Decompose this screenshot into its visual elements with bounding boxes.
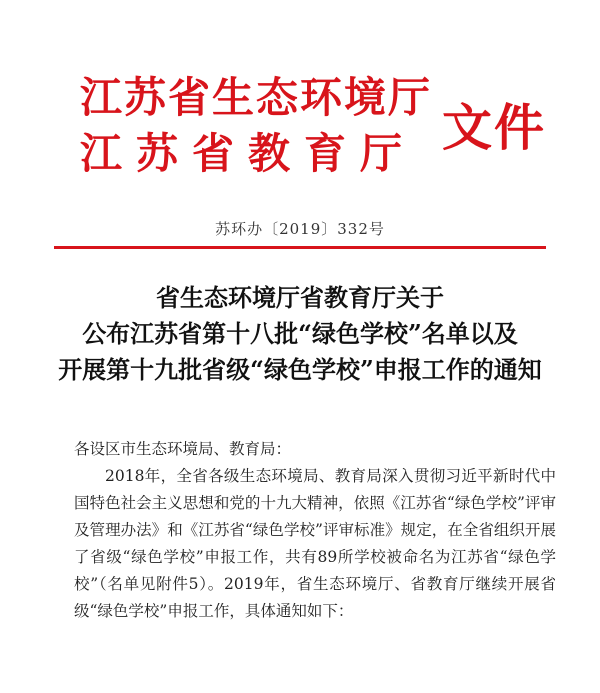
document-body [74,436,556,625]
red-divider [54,246,546,249]
title-line-3: 开展第十九批省级“绿色学校”申报工作的通知 [58,355,542,384]
issuing-authority-header [80,73,546,194]
issuer-environment-department: 江苏省生态环境厅 [80,73,433,122]
document-title [40,280,560,388]
document-number: 苏环办〔2019〕332号 [215,220,385,238]
body-paragraph: 2018年，全省各级生态环境局、教育局深入贯彻习近平新时代中国特色社会主义思想和党的十九大精神，依照《江苏省“绿色学校”评审及管理办法》和《江苏省“绿色学校”评审标准》规定，在全省组织开展了省级“绿色学校”申报工作，共有89所学校被命名为江苏省“绿色学校”（名单见附件5）。2019年，省生态环境厅、省教育厅继续开展省级“绿色学校”申报工作，具体通知如下： [74,467,556,620]
title-line-1: 省生态环境厅省教育厅关于 [156,283,444,312]
issuer-education-department: 江苏省教育厅 [80,129,417,178]
title-line-2: 公布江苏省第十八批“绿色学校”名单以及 [82,319,518,348]
document-type-label: 文件 [442,98,546,157]
salutation: 各设区市生态环境局、教育局： [74,440,292,458]
